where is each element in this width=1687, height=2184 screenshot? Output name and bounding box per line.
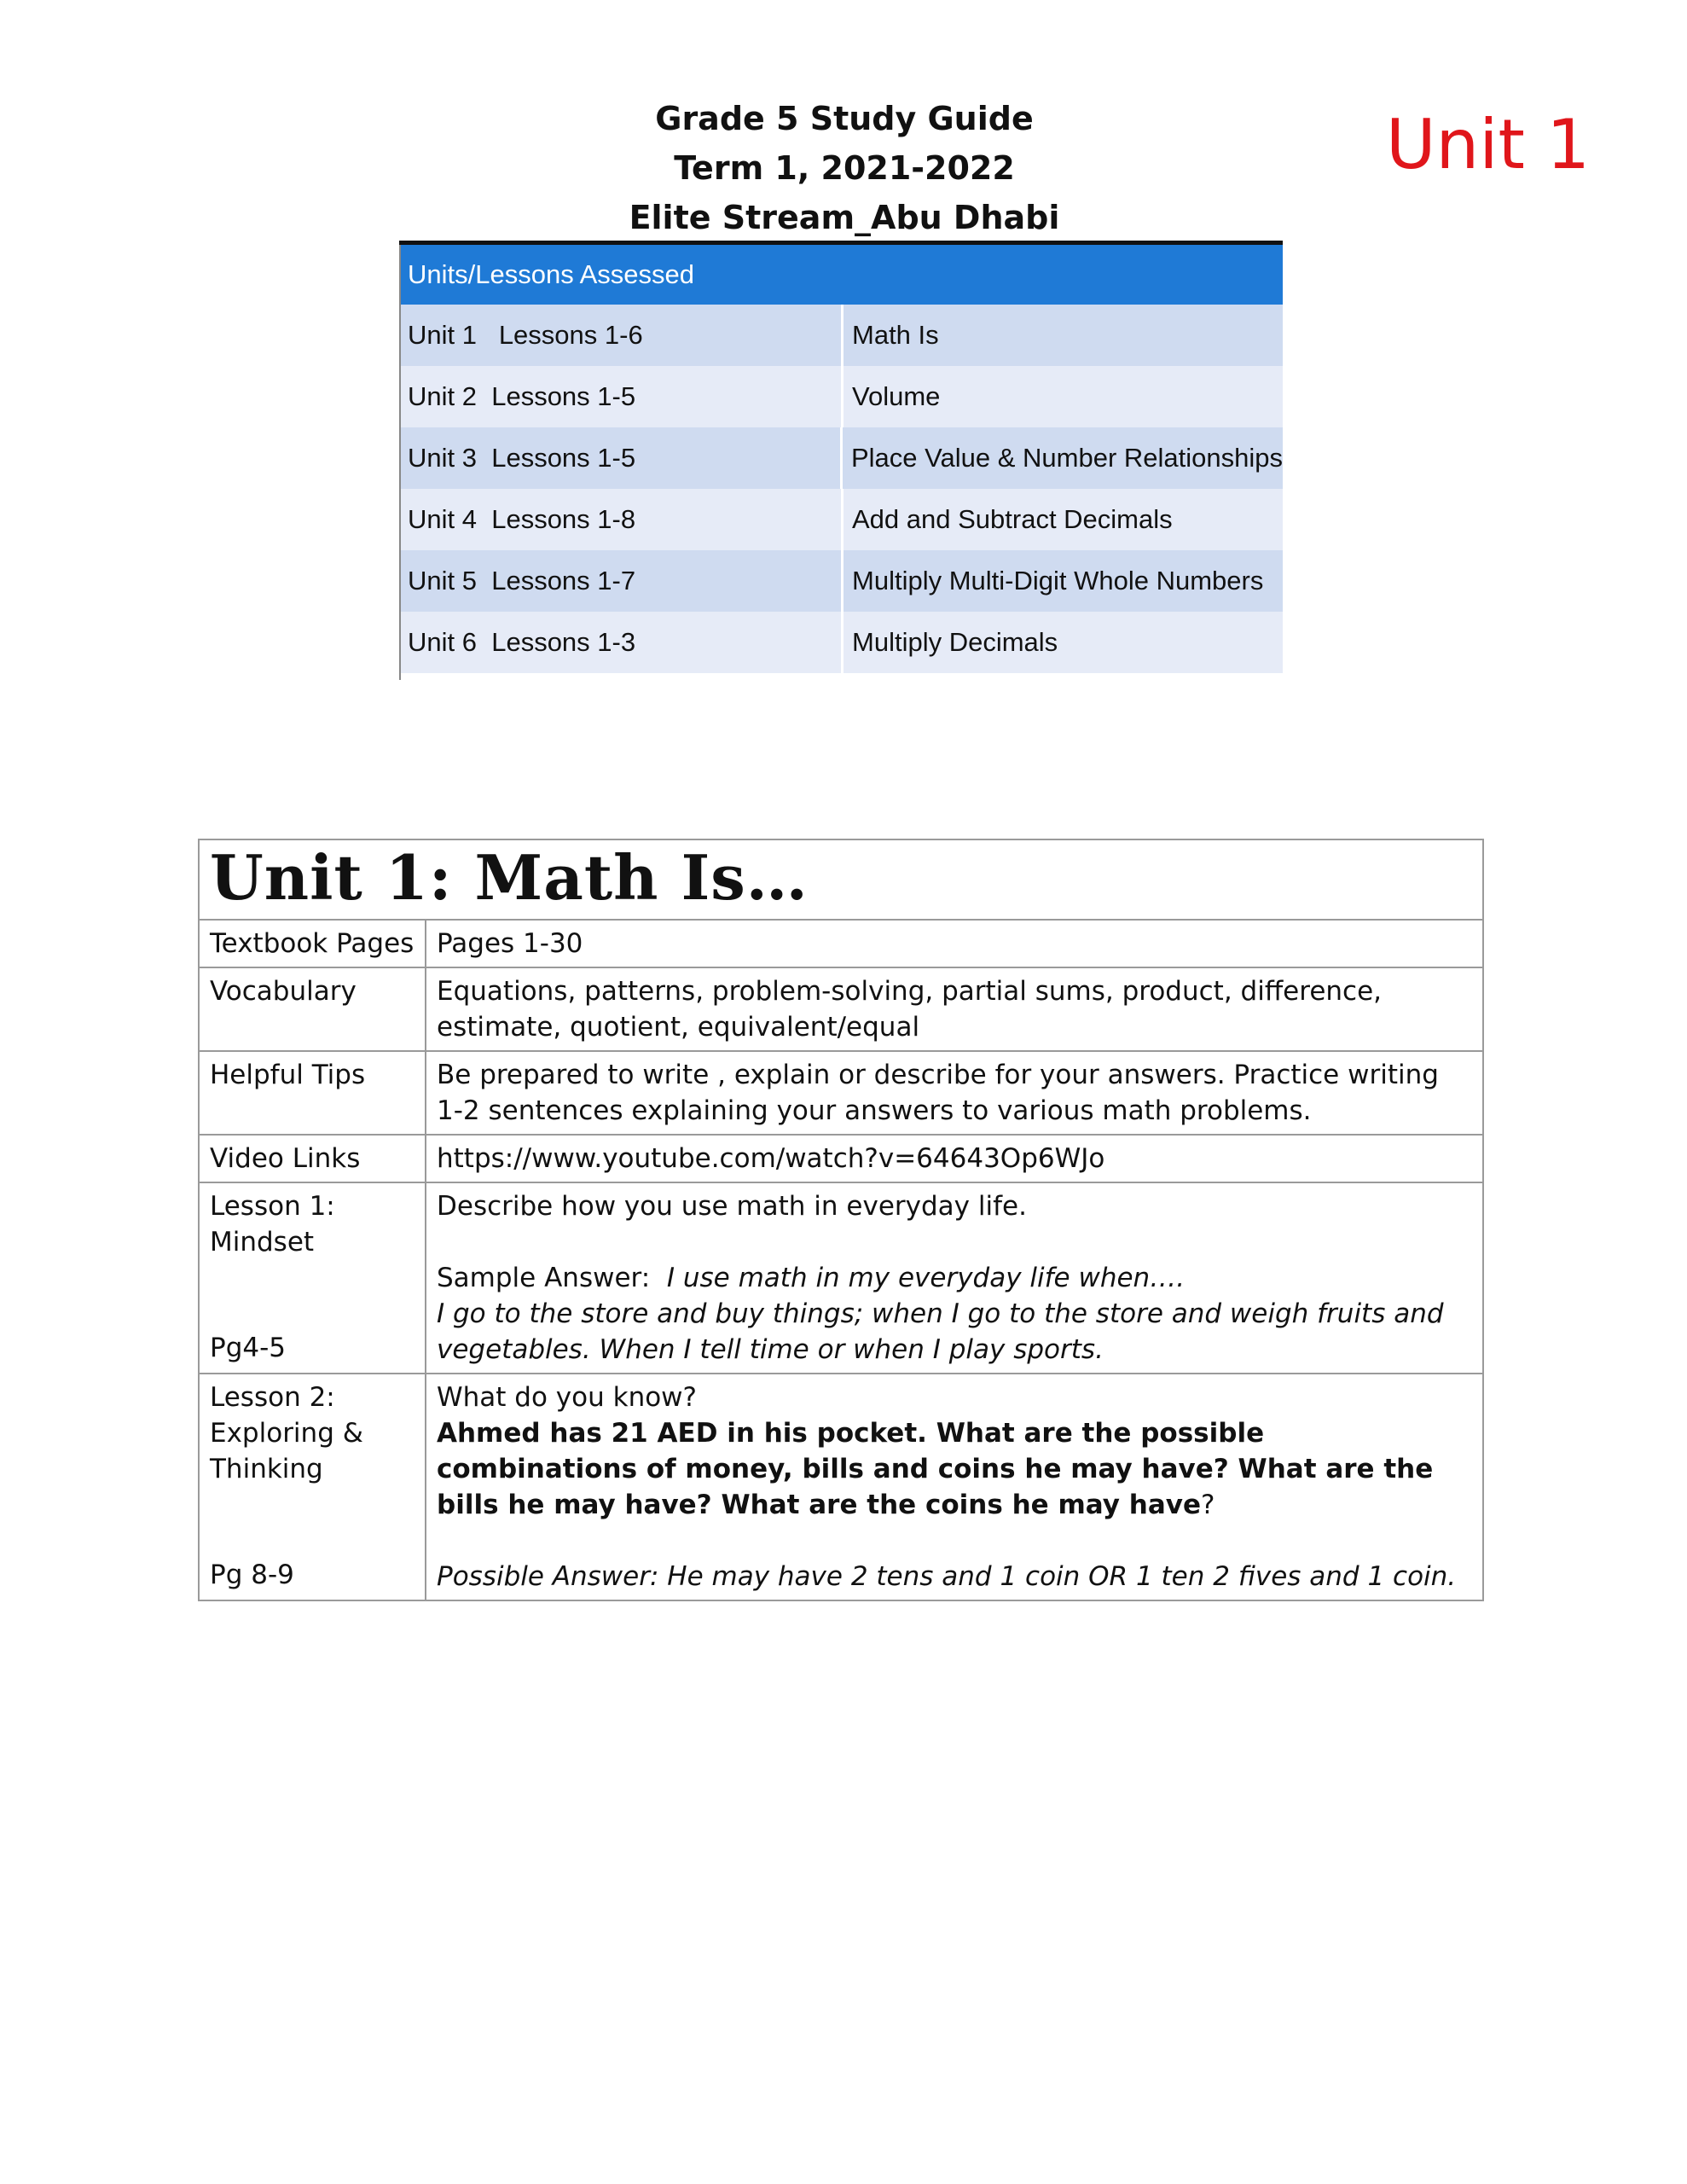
table-left-rule [399, 245, 401, 680]
lesson-2-label-stack [210, 1380, 415, 1593]
table-row [199, 1051, 1483, 1135]
units-table-header: Units/Lessons Assessed [399, 245, 1283, 305]
table-row [399, 305, 1283, 366]
table-row [199, 967, 1483, 1051]
lesson-2-page: Pg 8-9 [210, 1560, 294, 1590]
lesson-1-page: Pg4-5 [210, 1333, 287, 1363]
lesson-1-label-stack [210, 1188, 415, 1366]
spacer [437, 1523, 1472, 1559]
unit-title: Unit 1: Math Is… [199, 839, 1483, 920]
table-row [199, 1182, 1483, 1374]
table-row [399, 550, 1283, 612]
tips-label: Helpful Tips [199, 1051, 426, 1135]
lesson-1-content [426, 1182, 1483, 1374]
vocabulary-label: Vocabulary [199, 967, 426, 1051]
lesson-2-number: Lesson 2: [210, 1382, 335, 1413]
units-table-body [399, 305, 1283, 673]
table-row [399, 366, 1283, 427]
table-row [399, 612, 1283, 673]
lesson-1-number: Lesson 1: [210, 1191, 335, 1222]
textbook-value: Pages 1-30 [426, 920, 1483, 967]
lesson-2-name-1: Exploring & [210, 1418, 363, 1449]
document-title [559, 94, 1130, 242]
unit-topic-cell: Multiply Multi-Digit Whole Numbers [852, 566, 1264, 595]
sample-answer-text: I use math in my everyday life when…. [666, 1263, 1186, 1293]
unit-topic-cell: Place Value & Number Relationships [850, 443, 1283, 473]
unit-lessons-cell: Unit 5 Lessons 1-7 [399, 550, 844, 612]
table-title-row [199, 839, 1483, 920]
unit-badge: Unit 1 [1386, 105, 1591, 184]
title-line-2: Term 1, 2021-2022 [674, 149, 1015, 187]
unit-lessons-cell: Unit 6 Lessons 1-3 [399, 612, 844, 673]
table-row [199, 920, 1483, 967]
unit-lessons-cell: Unit 1 Lessons 1-6 [399, 305, 844, 366]
unit-1-study-table [198, 839, 1484, 1601]
lesson-1-label [199, 1182, 426, 1374]
title-line-1: Grade 5 Study Guide [655, 100, 1034, 137]
unit-topic-cell: Volume [852, 381, 941, 411]
lesson-1-name: Mindset [210, 1227, 315, 1258]
tips-value: Be prepared to write , explain or describe for your answers. Practice writing 1-2 sentences explaining your answers to various math problems. [426, 1051, 1483, 1135]
lesson-1-prompt: Describe how you use math in everyday life. [437, 1191, 1027, 1222]
lesson-2-name-2: Thinking [210, 1454, 323, 1484]
question-mark: ? [1200, 1490, 1215, 1520]
units-assessed-table [399, 241, 1283, 673]
lesson-2-answer: Possible Answer: He may have 2 tens and 1 coin OR 1 ten 2 fives and 1 coin. [437, 1561, 1457, 1592]
table-row [399, 427, 1283, 489]
lesson-1-answer: I go to the store and buy things; when I go to the store and weigh fruits and vegetables. When I tell time or when I play sports. [437, 1298, 1444, 1365]
question-text: Ahmed has 21 AED in his pocket. What are the possible combinations of money, bills and coins he may have? What are the bills he may have? What are the coins he may have [437, 1418, 1434, 1520]
unit-topic-cell: Multiply Decimals [852, 627, 1058, 657]
table-row [399, 489, 1283, 550]
lesson-2-question [437, 1415, 1472, 1523]
unit-lessons-cell: Unit 3 Lessons 1-5 [399, 427, 843, 489]
textbook-label: Textbook Pages [199, 920, 426, 967]
sample-answer-label: Sample Answer: [437, 1263, 667, 1293]
lesson-2-prompt: What do you know? [437, 1382, 697, 1413]
vocabulary-value: Equations, patterns, problem-solving, partial sums, product, difference, estimate, quotient, equivalent/equal [426, 967, 1483, 1051]
unit-lessons-cell: Unit 2 Lessons 1-5 [399, 366, 844, 427]
spacer [437, 1224, 1472, 1260]
unit-lessons-cell: Unit 4 Lessons 1-8 [399, 489, 844, 550]
video-label: Video Links [199, 1135, 426, 1182]
unit-topic-cell: Math Is [852, 320, 939, 350]
lesson-1-sample [437, 1260, 1472, 1296]
title-line-3: Elite Stream_Abu Dhabi [629, 199, 1060, 236]
lesson-2-content [426, 1374, 1483, 1600]
video-link[interactable]: https://www.youtube.com/watch?v=64643Op6WJo [426, 1135, 1483, 1182]
table-row [199, 1374, 1483, 1600]
unit-topic-cell: Add and Subtract Decimals [852, 504, 1173, 534]
table-row [199, 1135, 1483, 1182]
lesson-2-label [199, 1374, 426, 1600]
